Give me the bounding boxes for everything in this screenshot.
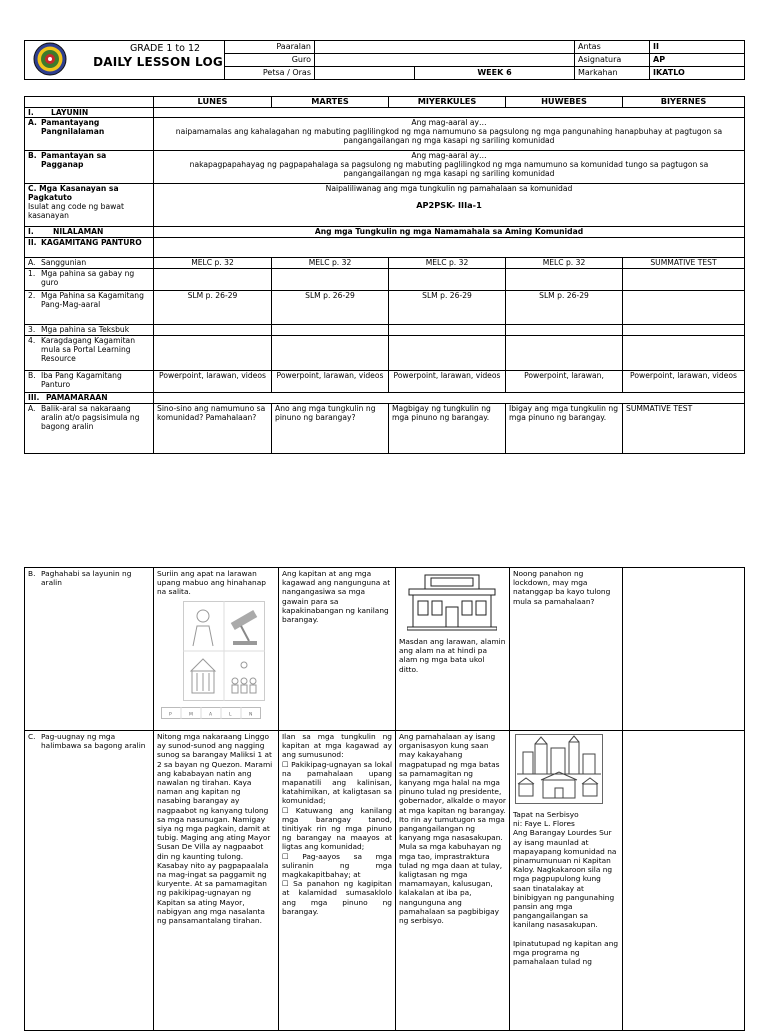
label-portal-learning-resource: 4. Karagdagang Kagamitan mula sa Portal Learning Resource <box>25 336 154 371</box>
iba-lunes: Powerpoint, larawan, videos <box>154 371 272 393</box>
sanggunian-huwebes: MELC p. 32 <box>506 258 623 269</box>
paghahabi-miyerkules: Masdan ang larawan, alamin ang alam na at hindi pa alam ng mga bata ukol ditto. <box>396 568 510 731</box>
community-town-image <box>515 734 603 804</box>
markahan-value: IKATLO <box>650 67 745 80</box>
section-pamamaraan: III. PAMAMARAAN <box>25 393 154 404</box>
letter-boxes <box>161 707 261 719</box>
svg-text:L: L <box>229 712 232 718</box>
paghahabi-lunes: Suriin ang apat na larawan upang mabuo ang hinahanap na salita. P M A L N <box>154 568 279 731</box>
pag-uugnay-martes: Ilan sa mga tungkulin ng kapitan at mga kagawad ay ang sumusunod: ☐ Pakikipag-ugnayan sa lokal na pamahalaan upang mapanatili ang kalinisan, katahimikan, at kaligtasan sa komunidad; ☐ Katuwang ang kanilang mga barangay tanod, tinitiyak rin ng mga pinuno ng barangay na maayos at ligtas ang komunidad; ☐ Pag-aayos sa mga suliranin ng mga magkakapitbahay; at ☐ Sa panahon ng kagipitan at kalamidad sumasaklolo ang mga pinuno ng barangay. <box>279 731 396 1031</box>
deped-seal-icon <box>33 42 67 76</box>
petsa-label: Petsa / Oras <box>225 67 315 80</box>
header-title-cell <box>25 41 225 80</box>
iba-biyernes: Powerpoint, larawan, videos <box>623 371 745 393</box>
duty-item: ☐ Pag-aayos sa mga suliranin ng mga magkakapitbahay; at <box>282 851 392 880</box>
section-nilalaman: I. NILALAMAN <box>25 227 154 238</box>
corner-cell <box>25 97 154 108</box>
label-pamantayang-pangnilalaman: A. Pamantayang Pangnilalaman <box>25 118 154 151</box>
kasanayan-text: Naipaliliwanag ang mga tungkulin ng pamahalaan sa komunidad AP2PSK- IIIa-1 <box>154 184 745 227</box>
section-kagamitang-panturo: II. KAGAMITANG PANTURO <box>25 238 154 258</box>
duty-item: ☐ Pakikipag-ugnayan sa lokal na pamahalaan upang mapanatili ang kalinisan, katahimikan, at kaligtasan sa komunidad; <box>282 759 392 806</box>
document-title: DAILY LESSON LOG <box>93 55 223 69</box>
week-value: WEEK 6 <box>415 67 575 80</box>
story-author: ni: Faye L. Flores <box>513 819 575 829</box>
sanggunian-biyernes: SUMMATIVE TEST <box>623 258 745 269</box>
markahan-label: Markahan <box>575 67 650 80</box>
label-gabay-ng-guro: 1. Mga pahina sa gabay ng guro <box>25 269 154 291</box>
guro-label: Guro <box>225 54 315 67</box>
guro-value <box>315 54 575 67</box>
pag-uugnay-huwebes <box>510 731 623 1031</box>
balik-biyernes: SUMMATIVE TEST <box>623 404 745 454</box>
label-iba-pang-kagamitan: B. Iba Pang Kagamitang Panturo <box>25 371 154 393</box>
story-body-continued: Ipinatutupad ng kapitan ang mga programa ng pamahalaan tulad ng <box>513 938 619 967</box>
header-table <box>24 40 745 80</box>
paghahabi-huwebes: Noong panahon ng lockdown, may mga natanggap ba kayo tulong mula sa pamahalaan? <box>510 568 623 731</box>
pamantayan-sa-pagganap-text: Ang mag-aaral ay… nakapagpapahayag ng pagpapahalaga sa pagsulong ng mabuting paglilingkod ng mga namumuno sa komunidad tungo sa pagtugon sa pangangailangan ng mga kasapi ng sariling komunidad <box>154 151 745 184</box>
sanggunian-miyerkules: MELC p. 32 <box>389 258 506 269</box>
pamantayang-pangnilalaman-text: Ang mag-aaral ay… naipamamalas ang kahalagahan ng mabuting paglilingkod ng mga namumuno sa pagsulong ng mga pangunahing hanapbuhay at pagtugon sa pangangailangan ng mga kasapi ng sariling komunidad <box>154 118 745 151</box>
asignatura-value: AP <box>650 54 745 67</box>
day-header-biyernes: BIYERNES <box>623 97 745 108</box>
paghahabi-biyernes <box>623 568 745 731</box>
iba-huwebes: Powerpoint, larawan, <box>506 371 623 393</box>
paghahabi-martes: Ang kapitan at ang mga kagawad ang nangunguna at nangangasiwa sa mga gawain para sa kapakinabangan ng kanilang barangay. <box>279 568 396 731</box>
balik-martes: Ano ang mga tungkulin ng pinuno ng barangay? <box>272 404 389 454</box>
label-pag-uugnay: C. Pag-uugnay ng mga halimbawa sa bagong aralin <box>25 731 154 1031</box>
label-teksbuk: 3. Mga pahina sa Teksbuk <box>25 325 154 336</box>
grade-range: GRADE 1 to 12 <box>129 43 201 54</box>
learning-code: AP2PSK- IIIa-1 <box>416 200 482 210</box>
balik-huwebes: Ibigay ang mga tungkulin ng mga pinuno ng barangay. <box>506 404 623 454</box>
balik-lunes: Sino-sino ang namumuno sa komunidad? Pamahalaan? <box>154 404 272 454</box>
four-pictures-puzzle-image <box>183 601 265 701</box>
slm-miyerkules: SLM p. 26-29 <box>389 291 506 325</box>
barangay-hall-image <box>407 573 497 631</box>
day-header-martes: MARTES <box>272 97 389 108</box>
asignatura-label: Asignatura <box>575 54 650 67</box>
slm-huwebes: SLM p. 26-29 <box>506 291 623 325</box>
antas-value: II <box>650 41 745 54</box>
nilalaman-text: Ang mga Tungkulin ng mga Namamahala sa Aming Komunidad <box>154 227 745 238</box>
svg-text:M: M <box>189 712 193 718</box>
day-header-miyerkules: MIYERKULES <box>389 97 506 108</box>
svg-text:A: A <box>209 712 213 718</box>
pag-uugnay-biyernes <box>623 731 745 1031</box>
duty-item: ☐ Katuwang ang kanilang mga barangay tanod, tinitiyak rin ng mga pinuno ng barangay na maayos at ligtas ang komunidad; <box>282 805 392 852</box>
label-sanggunian: A. Sanggunian <box>25 258 154 269</box>
label-balik-aral: A. Balik-aral sa nakaraang aralin at/o pagsisimula ng bagong aralin <box>25 404 154 454</box>
sanggunian-martes: MELC p. 32 <box>272 258 389 269</box>
label-kagamitang-pang-mag-aaral: 2. Mga Pahina sa Kagamitang Pang-Mag-aaral <box>25 291 154 325</box>
petsa-value <box>315 67 415 80</box>
sanggunian-lunes: MELC p. 32 <box>154 258 272 269</box>
lesson-plan-table <box>24 96 745 454</box>
balik-miyerkules: Magbigay ng tungkulin ng mga pinuno ng barangay. <box>389 404 506 454</box>
section-layunin: I. LAYUNIN <box>25 108 154 118</box>
iba-miyerkules: Powerpoint, larawan, videos <box>389 371 506 393</box>
antas-label: Antas <box>575 41 650 54</box>
story-body: Ang Barangay Lourdes Sur ay isang maunlad at mapayapang komunidad na pinamumunuan ni Kapitan Kaloy. Nagkakaroon sila ng mga pagpupulong kung saan tinatalakay at binibigyan ng pangunahing pansin ang mga pangangailangan sa kanilang nasasakupan. <box>513 828 617 930</box>
pag-uugnay-lunes: Nitong mga nakaraang Linggo ay sunod-sunod ang nagging sunog sa barangay Maliksi 1 at 2 sa bayan ng Quezon. Marami ang kababayan natin ang nawalan ng tirahan. Kaya naman ang kapitan ng nasabing barangay ay nagpaabot ng kanyang tulong sa mga nasunugan. Namigay siya ng mga pagkain, damit at tubig. Maging ang ating Mayor Susan De Villa ay nagpaabot din ng kaunting tulong. Kasabay nito ay pagpapaalala na mag-ingat sa paggamit ng kuryente. At sa pamamagitan ng pakikipag-ugnayan ng Kapitan sa ating Mayor, nabigyan ang mga nasalanta ng pansamantalang tirahan. <box>154 731 279 1031</box>
duty-item: ☐ Sa panahon ng kagipitan at kalamidad sumasaklolo ang mga pinuno ng barangay. <box>282 879 392 916</box>
label-kasanayan: C. Mga Kasanayan sa Pagkatuto Isulat ang code ng bawat kasanayan <box>25 184 154 227</box>
svg-text:P: P <box>169 712 172 718</box>
iba-martes: Powerpoint, larawan, videos <box>272 371 389 393</box>
label-pamantayan-sa-pagganap: B. Pamantayan sa Pagganap <box>25 151 154 184</box>
svg-text:N: N <box>249 712 253 718</box>
story-title: Tapat na Serbisyo <box>513 810 579 819</box>
day-header-lunes: LUNES <box>154 97 272 108</box>
paaralan-label: Paaralan <box>225 41 315 54</box>
label-paghahabi: B. Paghahabi sa layunin ng aralin <box>25 568 154 731</box>
paaralan-value <box>315 41 575 54</box>
slm-lunes: SLM p. 26-29 <box>154 291 272 325</box>
pag-uugnay-miyerkules: Ang pamahalaan ay isang organisasyon kung saan may kakayahang magpatupad ng mga batas sa pamamagitan ng kanyang mga halal na mga pinuno tulad ng presidente, gobernador, alkalde o mayor at mga kapitan ng barangay. Ito rin ay tumutugon sa mga pangangailangan ng kanyang mga nasasakupan. Mula sa mga kabuhayan ng mga tao, imprastraktura tulad ng mga daan at tulay, kaligtasan ng mga mamamayan, kalusugan, kalakalan at iba pa, nangunguna ang pamahalaan sa pagbibigay ng serbisyo. <box>396 731 510 1031</box>
lesson-plan-table-continued <box>24 567 745 1031</box>
slm-biyernes <box>623 291 745 325</box>
day-header-huwebes: HUWEBES <box>506 97 623 108</box>
slm-martes: SLM p. 26-29 <box>272 291 389 325</box>
